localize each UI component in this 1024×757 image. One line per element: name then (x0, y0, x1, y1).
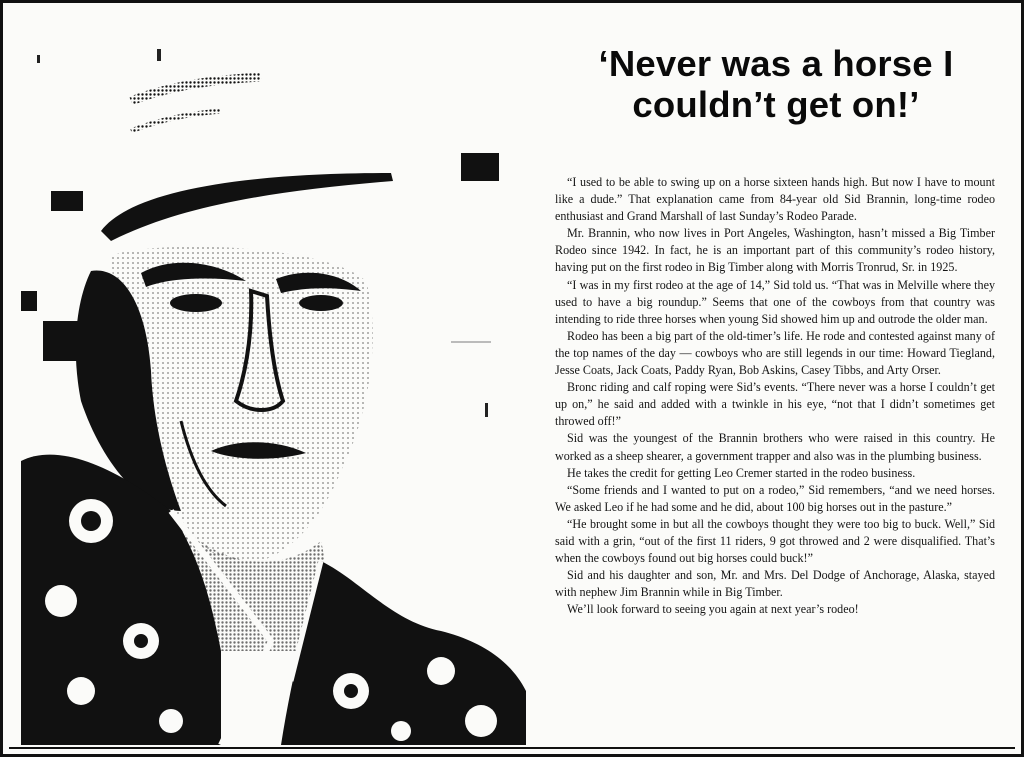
article-paragraph: We’ll look forward to seeing you again at next year’s rodeo! (567, 602, 859, 617)
article-paragraph: Rodeo has been a big part of the old-timer’s life. He rode and contested against many of the top names of the day — cowboys who are still legends in our time: Howard Tiegland, Jesse Coats, Jack Coats, Paddy Ryan, Bob Askins, Casey Tibbs, and Arty Orser. (555, 328, 995, 378)
article-paragraph: “I used to be able to swing up on a horse sixteen hands high. But now I have to mount like a dude.” That explanation came from 84-year old Sid Brannin, long-time rodeo enthusiast and Grand Marshall of last Sunday’s Rodeo Parade. (555, 175, 995, 224)
article-body (555, 174, 995, 618)
article-headline: ‘Never was a horse I couldn’t get on!’ (598, 43, 954, 125)
article-paragraph: He takes the credit for getting Leo Cremer started in the rodeo business. (567, 465, 916, 480)
cowboy-portrait-photo (21, 41, 526, 745)
bottom-border-rule (9, 747, 1015, 749)
portrait-halftone-image (21, 41, 526, 745)
article-paragraph: Sid was the youngest of the Brannin brothers who were raised in this country. He worked as a sheep shearer, a government trapper and also was in the plumbing business. (555, 431, 995, 463)
article-paragraph: “Some friends and I wanted to put on a rodeo,” Sid remembers, “and we need horses. We asked Leo if he had some and he did, about 100 big horses out in the pasture.” (555, 482, 995, 514)
article-paragraph: “I was in my first rodeo at the age of 14,” Sid told us. “That was in Melville where they used to have a big roundup.” Seems that one of the cowboys from that country was intending to ride three horses when young Sid showed him up and outrode the older man. (555, 277, 995, 326)
article-paragraph: Sid and his daughter and son, Mr. and Mrs. Del Dodge of Anchorage, Alaska, stayed with nephew Jim Brannin while in Big Timber. (555, 568, 995, 600)
article-paragraph: Bronc riding and calf roping were Sid’s events. “There never was a horse I couldn’t get up on,” he said and added with a twinkle in his eye, “not that I didn’t sometimes get throwed off!” (555, 380, 995, 429)
article-paragraph: Mr. Brannin, who now lives in Port Angeles, Washington, hasn’t missed a Big Timber Rodeo since 1942. In fact, he is an important part of this community’s rodeo history, having put on the first rodeo in Big Timber along with Morris Tronrud, Sr. in 1925. (555, 226, 995, 275)
article-paragraph: “He brought some in but all the cowboys thought they were too big to buck. Well,” Sid said with a grin, “out of the first 11 riders, 9 got throwed and 2 were disqualified. That’s when the cowboys found out big horses could buck!” (555, 516, 995, 566)
